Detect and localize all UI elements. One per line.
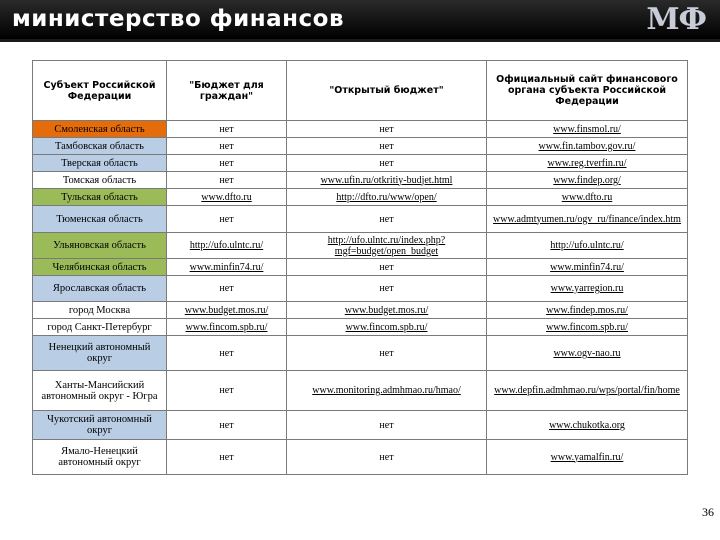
citizen-budget-cell: нет bbox=[167, 138, 287, 155]
official-site-cell[interactable]: http://ufo.ulntc.ru/ bbox=[487, 233, 688, 259]
official-site-cell[interactable]: www.admtyumen.ru/ogv_ru/finance/index.htm bbox=[487, 206, 688, 233]
official-site-cell[interactable]: www.fin.tambov.gov.ru/ bbox=[487, 138, 688, 155]
page-number: 36 bbox=[702, 505, 714, 519]
table-row bbox=[33, 411, 688, 440]
region-cell: Ярославская область bbox=[33, 276, 167, 302]
citizen-budget-cell: нет bbox=[167, 411, 287, 440]
region-cell: Ульяновская область bbox=[33, 233, 167, 259]
official-site-cell[interactable]: www.ogv-nao.ru bbox=[487, 336, 688, 371]
budget-table bbox=[32, 60, 688, 475]
official-site-cell[interactable]: www.minfin74.ru/ bbox=[487, 259, 688, 276]
official-site-cell[interactable]: www.yamalfin.ru/ bbox=[487, 440, 688, 475]
citizen-budget-cell[interactable]: http://ufo.ulntc.ru/ bbox=[167, 233, 287, 259]
official-site-cell[interactable]: www.finsmol.ru/ bbox=[487, 121, 688, 138]
open-budget-cell: нет bbox=[287, 259, 487, 276]
ministry-logo: МФ bbox=[646, 2, 706, 37]
open-budget-cell: нет bbox=[287, 206, 487, 233]
column-header-region: Субъект Российской Федерации bbox=[33, 61, 167, 121]
official-site-cell[interactable]: www.depfin.admhmao.ru/wps/portal/fin/home bbox=[487, 371, 688, 411]
table-row bbox=[33, 440, 688, 475]
region-cell: Челябинская область bbox=[33, 259, 167, 276]
header-bar bbox=[0, 0, 720, 42]
citizen-budget-cell: нет bbox=[167, 336, 287, 371]
region-cell: Ханты-Мансийский автономный округ - Югра bbox=[33, 371, 167, 411]
open-budget-cell[interactable]: http://ufo.ulntc.ru/index.php?mgf=budget/open_budget bbox=[287, 233, 487, 259]
table-row bbox=[33, 336, 688, 371]
region-cell: Чукотский автономный округ bbox=[33, 411, 167, 440]
ministry-title: министерство финансов bbox=[12, 6, 345, 32]
right-side-strip bbox=[704, 45, 720, 540]
table-row bbox=[33, 138, 688, 155]
region-cell: Тамбовская область bbox=[33, 138, 167, 155]
open-budget-cell[interactable]: http://dfto.ru/www/open/ bbox=[287, 189, 487, 206]
open-budget-cell: нет bbox=[287, 411, 487, 440]
region-cell: город Санкт-Петербург bbox=[33, 319, 167, 336]
open-budget-cell[interactable]: www.ufin.ru/otkritiy-budjet.html bbox=[287, 172, 487, 189]
official-site-cell[interactable]: www.findep.org/ bbox=[487, 172, 688, 189]
column-header-open-budget: "Открытый бюджет" bbox=[287, 61, 487, 121]
table-body bbox=[33, 121, 688, 475]
citizen-budget-cell: нет bbox=[167, 440, 287, 475]
table-row bbox=[33, 172, 688, 189]
column-header-official-site: Официальный сайт финансового органа субъекта Российской Федерации bbox=[487, 61, 688, 121]
region-cell: Тульская область bbox=[33, 189, 167, 206]
column-header-citizen-budget: "Бюджет для граждан" bbox=[167, 61, 287, 121]
official-site-cell[interactable]: www.findep.mos.ru/ bbox=[487, 302, 688, 319]
open-budget-cell[interactable]: www.budget.mos.ru/ bbox=[287, 302, 487, 319]
official-site-cell[interactable]: www.chukotka.org bbox=[487, 411, 688, 440]
citizen-budget-cell[interactable]: www.fincom.spb.ru/ bbox=[167, 319, 287, 336]
region-cell: Ненецкий автономный округ bbox=[33, 336, 167, 371]
region-cell: Тверская область bbox=[33, 155, 167, 172]
official-site-cell[interactable]: www.reg.tverfin.ru/ bbox=[487, 155, 688, 172]
open-budget-cell[interactable]: www.fincom.spb.ru/ bbox=[287, 319, 487, 336]
region-cell: Томская область bbox=[33, 172, 167, 189]
table-row bbox=[33, 319, 688, 336]
citizen-budget-cell[interactable]: www.budget.mos.ru/ bbox=[167, 302, 287, 319]
region-cell: Ямало-Ненецкий автономный округ bbox=[33, 440, 167, 475]
official-site-cell[interactable]: www.yarregion.ru bbox=[487, 276, 688, 302]
open-budget-cell: нет bbox=[287, 276, 487, 302]
citizen-budget-cell: нет bbox=[167, 172, 287, 189]
citizen-budget-cell: нет bbox=[167, 121, 287, 138]
open-budget-cell: нет bbox=[287, 155, 487, 172]
table-row bbox=[33, 371, 688, 411]
open-budget-cell: нет bbox=[287, 138, 487, 155]
table-row bbox=[33, 276, 688, 302]
citizen-budget-cell[interactable]: www.dfto.ru bbox=[167, 189, 287, 206]
table-row bbox=[33, 259, 688, 276]
citizen-budget-cell[interactable]: www.minfin74.ru/ bbox=[167, 259, 287, 276]
open-budget-cell[interactable]: www.monitoring.admhmao.ru/hmao/ bbox=[287, 371, 487, 411]
table-row bbox=[33, 206, 688, 233]
region-cell: Смоленская область bbox=[33, 121, 167, 138]
table-row bbox=[33, 155, 688, 172]
open-budget-cell: нет bbox=[287, 440, 487, 475]
region-cell: город Москва bbox=[33, 302, 167, 319]
official-site-cell[interactable]: www.fincom.spb.ru/ bbox=[487, 319, 688, 336]
citizen-budget-cell: нет bbox=[167, 371, 287, 411]
table-row bbox=[33, 302, 688, 319]
citizen-budget-cell: нет bbox=[167, 206, 287, 233]
open-budget-cell: нет bbox=[287, 121, 487, 138]
budget-table-container bbox=[32, 60, 687, 475]
table-row bbox=[33, 233, 688, 259]
table-row bbox=[33, 121, 688, 138]
table-row bbox=[33, 189, 688, 206]
citizen-budget-cell: нет bbox=[167, 155, 287, 172]
citizen-budget-cell: нет bbox=[167, 276, 287, 302]
official-site-cell[interactable]: www.dfto.ru bbox=[487, 189, 688, 206]
region-cell: Тюменская область bbox=[33, 206, 167, 233]
open-budget-cell: нет bbox=[287, 336, 487, 371]
